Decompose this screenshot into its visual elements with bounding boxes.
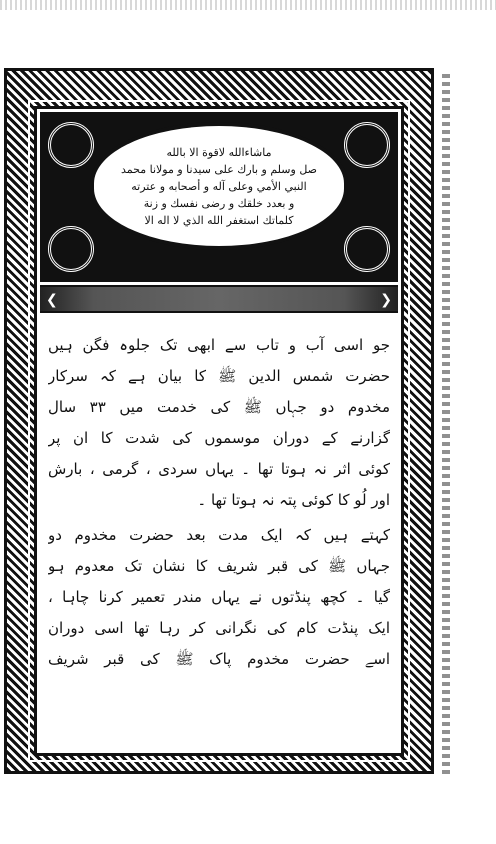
- cartouche-line: و بعدد خلقك و رضى نفسك و زنة: [143, 196, 295, 210]
- ornament-rosette-icon: [344, 226, 390, 272]
- cartouche-line: كلماتك استغفر الله الذي لا اله الا: [144, 213, 294, 227]
- band-arrow-left-icon: ❮: [46, 292, 58, 308]
- band-arrow-right-icon: ❯: [380, 292, 392, 308]
- scan-edge-strip: [0, 0, 496, 10]
- calligraphy-cartouche: [90, 122, 348, 250]
- scan-edge-sidebar: [442, 74, 450, 774]
- cartouche-line: النبي الأمي وعلى آله و أصحابه و عترته: [131, 179, 307, 193]
- text-line: مخدوم دو جہاں ﷺ کی خدمت میں ۳۳ سال: [48, 398, 390, 416]
- ornament-rosette-icon: [344, 122, 390, 168]
- cartouche-line: ماشاءالله لاقوة الا بالله: [166, 145, 272, 159]
- text-line: گزارنے کے دوران موسموں کی شدت کا ان پر: [48, 429, 390, 447]
- cartouche-line: صل وسلم و بارك على سيدنا و مولانا محمد: [120, 162, 318, 176]
- ornament-rosette-icon: [48, 122, 94, 168]
- text-line: ایک پنڈت کام کی نگرانی کر رہا تھا اسی دوران: [48, 619, 390, 637]
- urdu-text-body: [48, 330, 390, 675]
- text-line: اسے حضرت مخدوم پاک ﷺ کی قبر شریف: [48, 650, 390, 668]
- ornament-rosette-icon: [48, 226, 94, 272]
- decorative-header-band: [40, 285, 398, 313]
- text-line: اور لُو کا کوئی پتہ نہ ہوتا تھا ۔: [197, 491, 390, 509]
- text-line: حضرت شمس الدین ﷺ کا بیان ہے کہ سرکار: [48, 367, 390, 385]
- text-line: گیا ۔ کچھ پنڈتوں نے یہاں مندر تعمیر کرنا چاہا ،: [48, 588, 390, 606]
- text-line: جو اسی آب و تاب سے ابھی تک جلوہ فگن ہیں: [48, 336, 390, 354]
- text-line: کہتے ہیں کہ ایک مدت بعد حضرت مخدوم دو: [48, 526, 390, 544]
- text-line: جہاں ﷺ کی قبر شریف کا نشان تک معدوم ہو: [48, 557, 390, 575]
- text-line: کوئی اثر نہ ہوتا تھا ۔ یہاں سردی ، گرمی ، بارش: [48, 460, 390, 478]
